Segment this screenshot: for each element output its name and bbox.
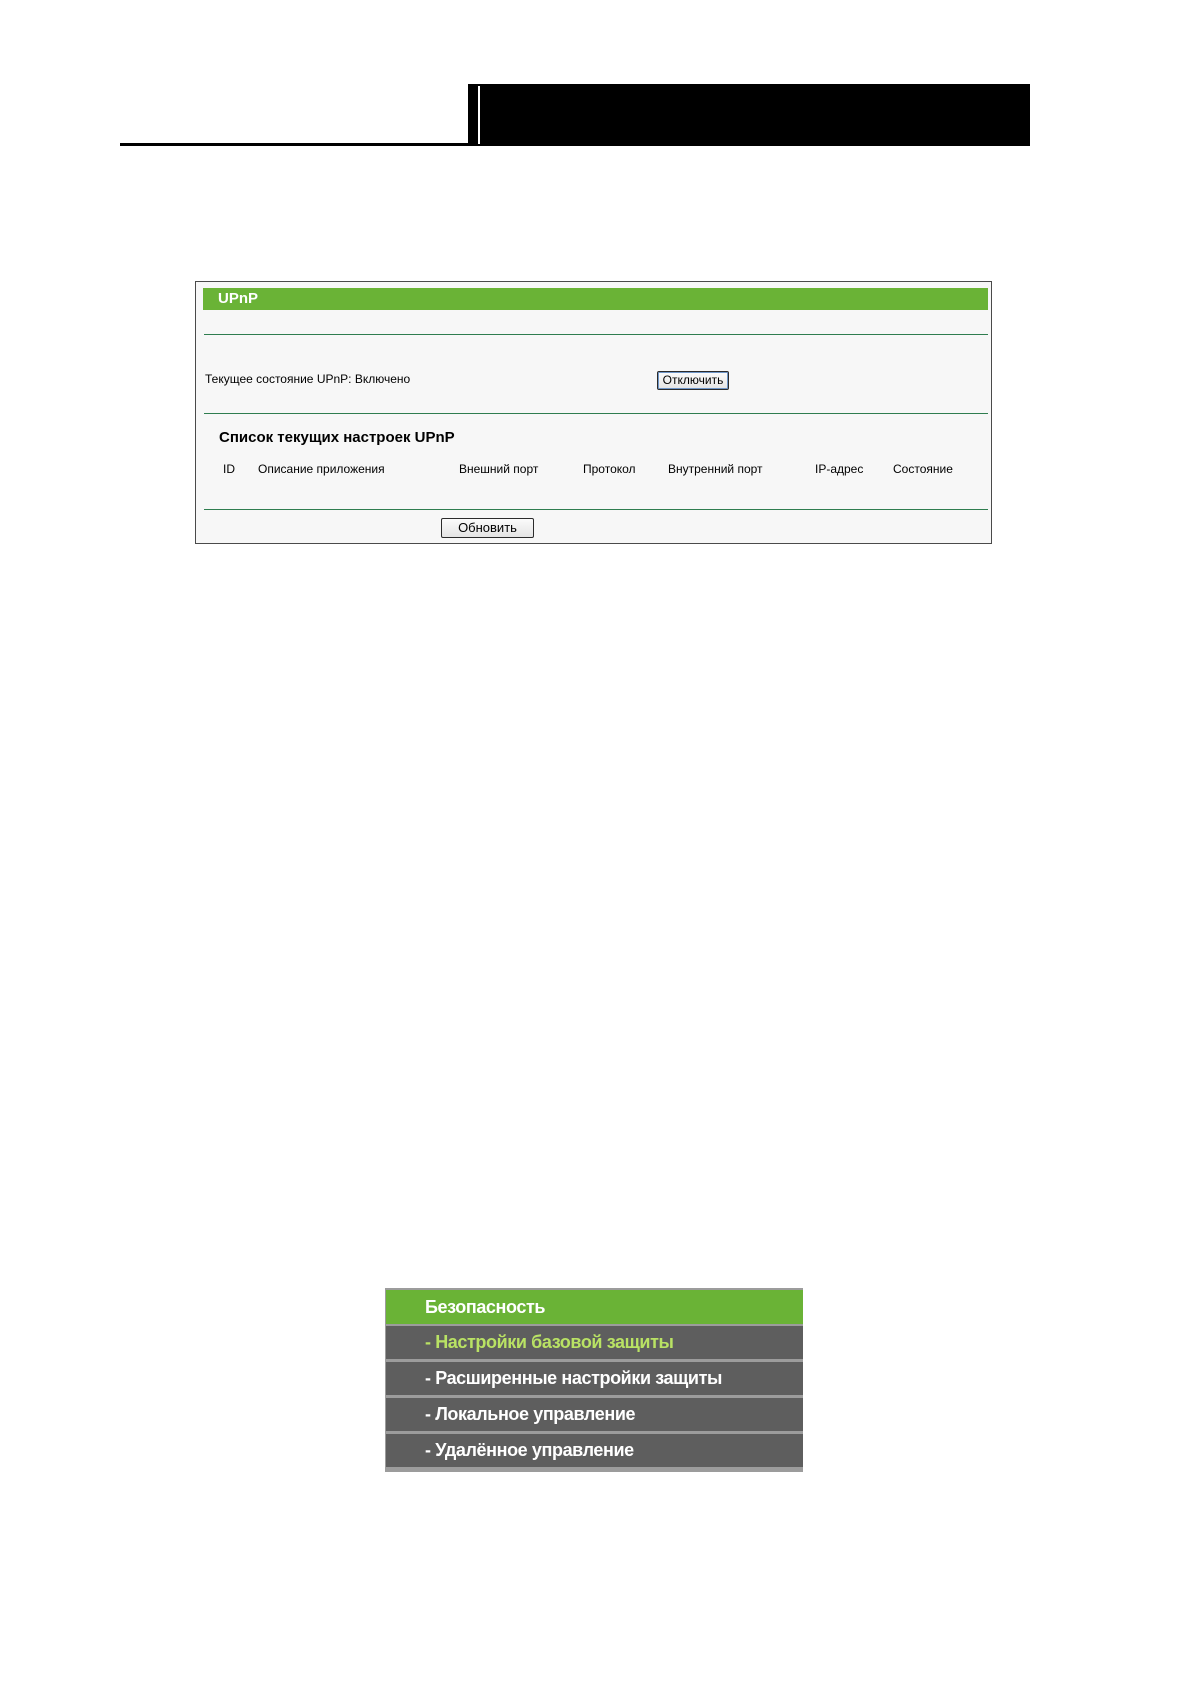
column-header-ip-address: IP-адрес [815,462,864,476]
divider [204,509,988,510]
security-menu [385,1288,803,1472]
status-value: Включено [354,372,411,386]
menu-item-local-management[interactable]: - Локальное управление [386,1398,803,1431]
refresh-button[interactable]: Обновить [441,518,534,538]
header-bar-divider [478,86,1028,144]
status-label: Текущее состояние UPnP: [205,372,352,386]
disable-upnp-button[interactable]: Отключить [657,371,729,390]
menu-item-remote-management[interactable]: - Удалённое управление [386,1434,803,1467]
upnp-status [205,372,410,386]
divider [204,413,988,414]
header-rule [120,143,470,146]
divider [204,334,988,335]
column-header-id: ID [223,462,235,476]
column-header-protocol: Протокол [583,462,636,476]
panel-title: UPnP [203,288,988,310]
column-header-description: Описание приложения [258,462,385,476]
column-header-external-port: Внешний порт [459,462,539,476]
upnp-list-title: Список текущих настроек UPnP [219,429,455,446]
upnp-panel [195,281,992,544]
menu-header-security[interactable]: Безопасность [386,1290,803,1324]
column-header-status: Состояние [893,462,953,476]
menu-item-advanced-protection[interactable]: - Расширенные настройки защиты [386,1362,803,1395]
column-header-internal-port: Внутренний порт [668,462,763,476]
menu-item-basic-protection[interactable]: - Настройки базовой защиты [386,1326,803,1359]
